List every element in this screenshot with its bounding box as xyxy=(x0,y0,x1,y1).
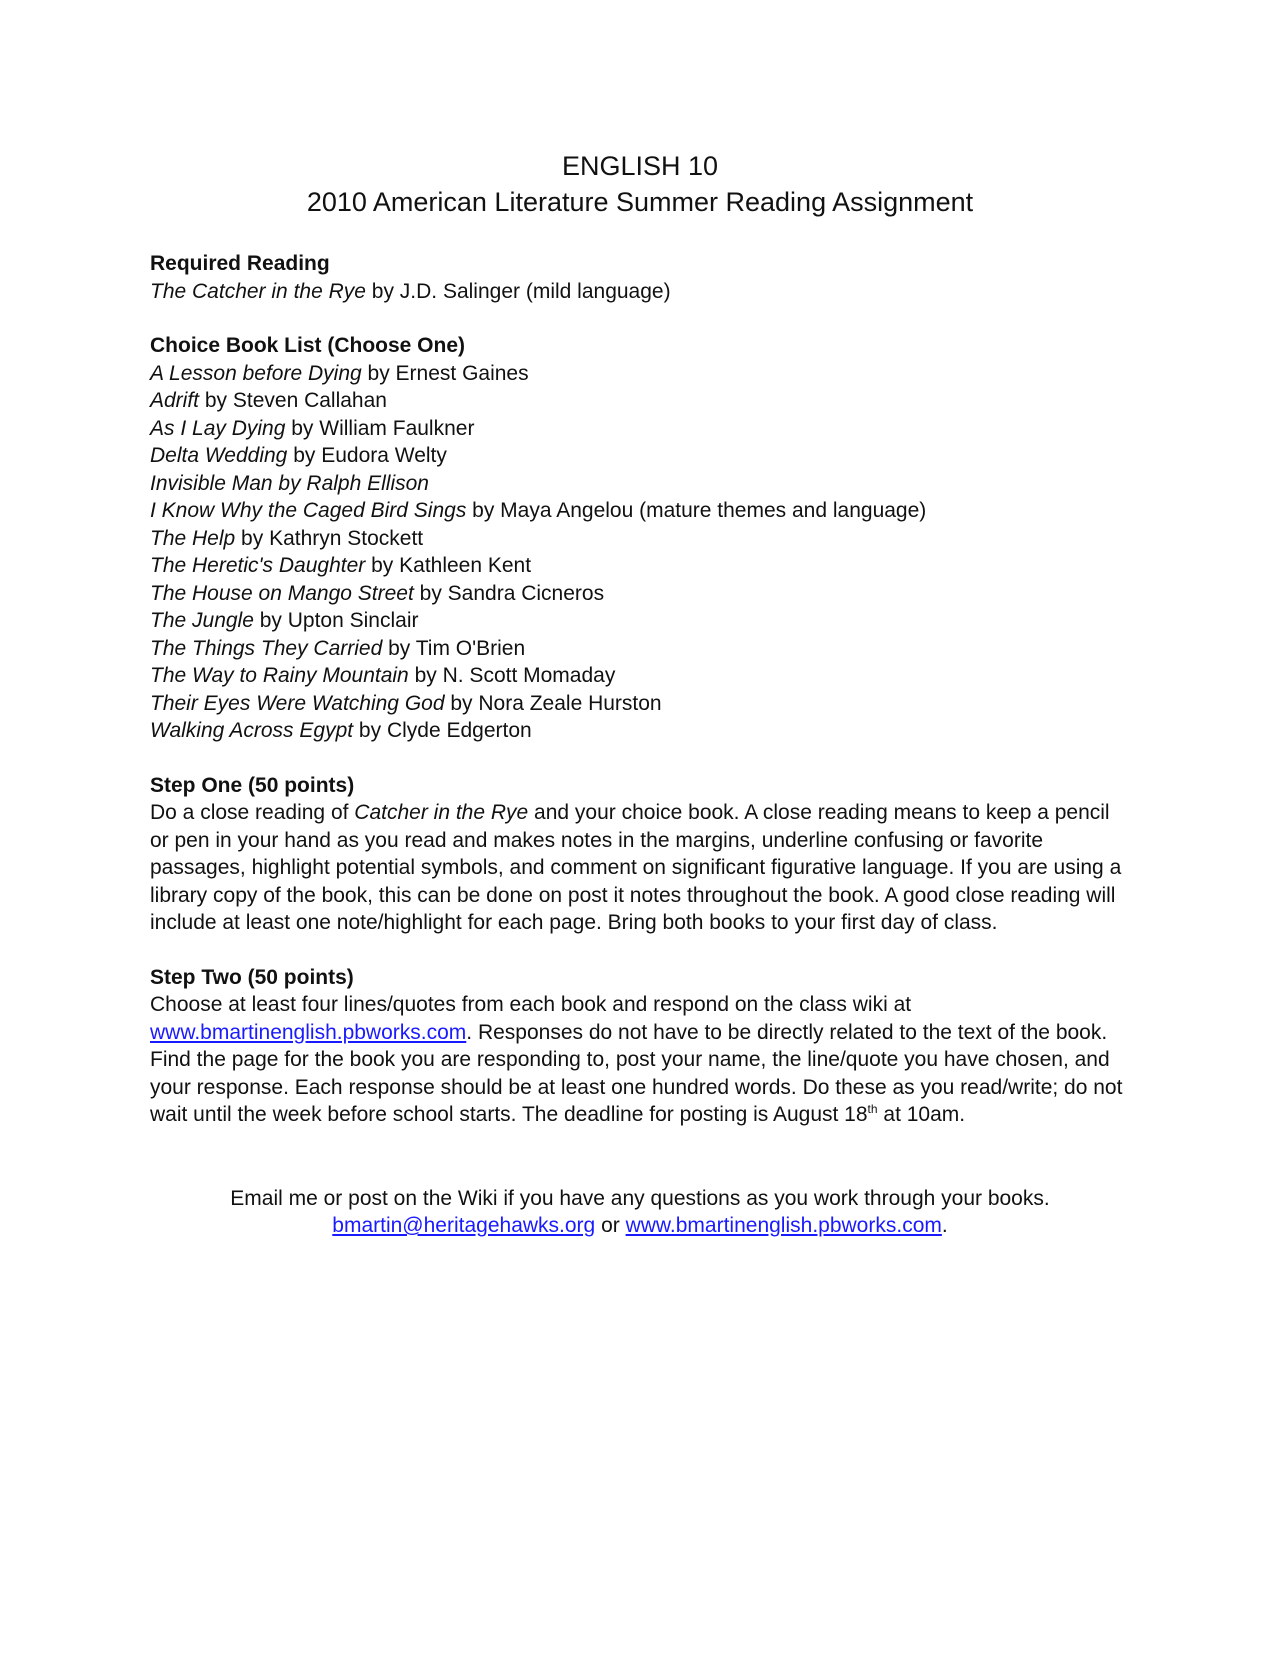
step-one-section xyxy=(150,772,1130,937)
choice-book-item xyxy=(150,607,1130,635)
book-author: by Tim O'Brien xyxy=(382,636,526,660)
title-line-2: 2010 American Literature Summer Reading Assignment xyxy=(306,187,974,217)
book-title: Delta Wedding xyxy=(150,444,288,467)
choice-book-item xyxy=(150,360,1130,388)
book-author: by Eudora Welty xyxy=(287,444,447,467)
book-author: by Upton Sinclair xyxy=(253,609,419,632)
step-one-text-start: Do a close reading of xyxy=(150,801,355,824)
required-book xyxy=(150,278,1130,306)
ordinal-superscript: th xyxy=(867,1102,878,1116)
choice-book-item xyxy=(150,635,1130,663)
book-title: Invisible Man by Ralph Ellison xyxy=(150,471,429,495)
title-line-1: ENGLISH 10 xyxy=(561,151,719,181)
book-title: A Lesson before Dying xyxy=(150,361,362,385)
book-author: by Sandra Cicneros xyxy=(413,581,605,605)
choice-book-item xyxy=(150,442,1130,470)
book-title: The Things They Carried xyxy=(150,636,383,660)
book-author: by Ernest Gaines xyxy=(361,361,529,385)
step-one-paragraph xyxy=(150,799,1130,937)
choice-book-item xyxy=(150,552,1130,580)
email-link[interactable]: bmartin@heritagehawks.org xyxy=(332,1214,596,1237)
step-two-section xyxy=(150,964,1130,1129)
step-one-text-rest: and your choice book. A close reading means to keep a pencil or pen in your hand as you read and makes notes in the margins, underline confusing or favorite passages, highlight potential symbols, and comment on significant figurative language. If you are using a library copy of the book, this can be done on post it notes throughout the book. A good close reading will include at least one note/highlight for each page. Bring both books to your first day of class. xyxy=(150,801,1122,934)
document-title xyxy=(150,148,1130,220)
footer-or: or xyxy=(595,1214,626,1237)
footer-line-2 xyxy=(150,1212,1130,1240)
step-two-heading: Step Two (50 points) xyxy=(150,965,354,989)
document-page xyxy=(150,148,1130,1240)
wiki-link[interactable]: www.bmartinenglish.pbworks.com xyxy=(150,1020,467,1044)
choice-book-item xyxy=(150,387,1130,415)
book-title: The Way to Rainy Mountain xyxy=(150,664,409,687)
footer-line-1: Email me or post on the Wiki if you have any questions as you work through your books. xyxy=(230,1186,1050,1210)
book-author: by Clyde Edgerton xyxy=(353,719,532,742)
book-title: Adrift xyxy=(150,389,200,412)
step-two-paragraph xyxy=(150,991,1130,1129)
book-title: The House on Mango Street xyxy=(150,581,414,605)
choice-book-list xyxy=(150,360,1130,745)
book-author: by William Faulkner xyxy=(285,416,475,440)
contact-footer xyxy=(150,1185,1130,1240)
book-title: As I Lay Dying xyxy=(150,416,286,440)
book-author: by N. Scott Momaday xyxy=(408,664,616,687)
book-author: by Nora Zeale Hurston xyxy=(444,691,662,715)
book-author: by Maya Angelou (mature themes and language) xyxy=(466,499,927,522)
step-two-text-start: Choose at least four lines/quotes from each book and respond on the class wiki at xyxy=(150,993,912,1016)
book-author: by Kathryn Stockett xyxy=(235,526,424,550)
choice-book-item xyxy=(150,415,1130,443)
step-one-heading: Step One (50 points) xyxy=(150,773,355,797)
choice-book-item xyxy=(150,580,1130,608)
required-reading-section xyxy=(150,250,1130,305)
step-one-italic-title: Catcher in the Rye xyxy=(354,801,529,824)
step-two-text-rest: . Responses do not have to be directly related to the text of the book. Find the page for the book you are responding to, post your name, the line/quote you have chosen, and your response. Each response should be at least one hundred words. Do these as you read/write; do not wait until the week before school starts. The deadline for posting is August 18 xyxy=(150,1020,1123,1126)
step-two-text-end: at 10am. xyxy=(877,1103,966,1126)
book-title: The Catcher in the Rye xyxy=(150,279,366,303)
choice-book-item xyxy=(150,497,1130,525)
book-author: by J.D. Salinger (mild language) xyxy=(365,279,671,303)
choice-book-item xyxy=(150,717,1130,745)
book-title: The Heretic's Daughter xyxy=(150,554,366,577)
book-title: The Help xyxy=(150,526,236,550)
footer-period: . xyxy=(941,1214,948,1237)
book-title: I Know Why the Caged Bird Sings xyxy=(150,499,467,522)
book-title: The Jungle xyxy=(150,609,254,632)
choice-book-section xyxy=(150,332,1130,745)
choice-book-item xyxy=(150,525,1130,553)
choice-book-item xyxy=(150,662,1130,690)
book-author: by Steven Callahan xyxy=(199,389,387,412)
choice-book-item xyxy=(150,690,1130,718)
book-title: Their Eyes Were Watching God xyxy=(150,691,445,715)
book-author: by Kathleen Kent xyxy=(365,554,532,577)
choice-book-heading: Choice Book List (Choose One) xyxy=(150,334,466,357)
footer-wiki-link[interactable]: www.bmartinenglish.pbworks.com xyxy=(625,1214,942,1237)
book-title: Walking Across Egypt xyxy=(150,719,354,742)
required-reading-heading: Required Reading xyxy=(150,252,330,275)
choice-book-item xyxy=(150,470,1130,498)
